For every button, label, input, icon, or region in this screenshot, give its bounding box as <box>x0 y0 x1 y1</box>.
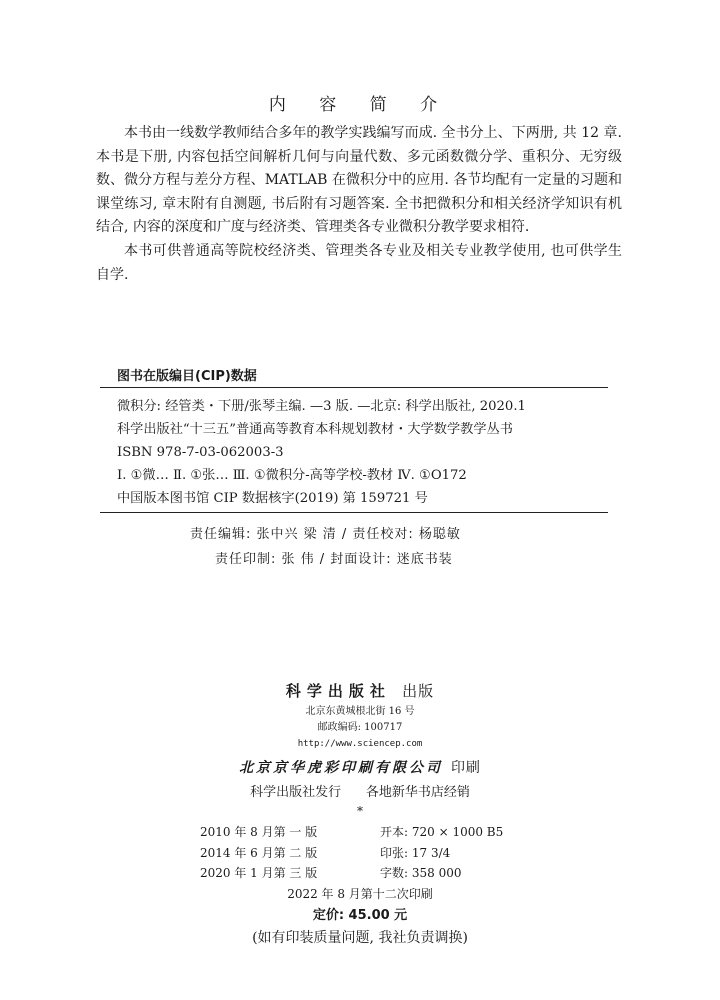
edition-row <box>200 822 520 843</box>
intro-paragraph-1: 本书由一线数学教师结合多年的教学实践编写而成. 全书分上、下两册, 共 12 章. 本书是下册, 内容包括空间解析几何与向量代数、多元函数微分学、重积分、无穷级数、微分方程与差分方程、MATLAB 在微积分中的应用. 各节均配有一定量的习题和课堂练习, 章末附有自测题, 书后附有习题答案. 全书把微积分和相关经济学知识有机结合, 内容的深度和广度与经济类、管理类各专业微积分教学要求相符. <box>96 125 622 236</box>
intro-paragraph-2: 本书可供普通高等院校经济类、管理类各专业及相关专业教学使用, 也可供学生自学. <box>96 242 622 283</box>
cip-line-3: ISBN 978-7-03-062003-3 <box>117 445 284 460</box>
price: 定价: 45.00 元 <box>312 907 408 923</box>
edition-spec: 印张: 17 3/4 <box>380 845 451 860</box>
publisher-address: 北京东黄城根北街 16 号 <box>305 706 415 717</box>
edition-date: 2020 年 1 月第 三 版 <box>200 866 318 880</box>
publisher-name: 科学出版社 <box>285 682 391 700</box>
cip-line-4: Ⅰ. ①微… Ⅱ. ①张… Ⅲ. ①微积分-高等学校-教材 Ⅳ. ①O172 <box>117 468 467 483</box>
edition-table <box>200 822 520 884</box>
printer-suffix: 印刷 <box>450 760 481 776</box>
edition-date: 2014 年 6 月第 二 版 <box>200 845 318 860</box>
printer-name: 北京京华虎彩印刷有限公司 <box>239 760 444 776</box>
credits <box>0 522 720 572</box>
publisher-url: http://www.sciencep.com <box>297 739 423 749</box>
edition-spec: 开本: 720 × 1000 B5 <box>380 825 504 839</box>
printer-line <box>0 754 720 782</box>
publisher-postcode: 邮政编码: 100717 <box>317 722 403 733</box>
reprint-line: 2022 年 8 月第十二次印刷 <box>287 886 433 901</box>
credits-line-2: 责任印制: 张 伟 / 封面设计: 迷底书装 <box>215 552 453 567</box>
cip-data <box>117 395 526 510</box>
edition-spec: 字数: 358 000 <box>380 866 462 880</box>
intro-title: 内 容 简 介 <box>268 95 452 115</box>
cip-title: 图书在版编目(CIP)数据 <box>117 369 257 384</box>
cip-line-1: 微积分: 经管类・下册/张琴主编. —3 版. —北京: 科学出版社, 2020.1 <box>117 399 526 414</box>
edition-row <box>200 863 520 884</box>
intro-body <box>96 122 622 287</box>
publication-info <box>0 678 720 949</box>
publisher-line <box>0 678 720 704</box>
credits-line-1: 责任编辑: 张中兴 梁 清 / 责任校对: 杨聪敏 <box>190 527 461 542</box>
cip-bottom-rule <box>100 512 608 513</box>
cip-line-2: 科学出版社“十三五”普通高等教育本科规划教材・大学数学教学丛书 <box>117 422 513 437</box>
publisher-suffix: 出版 <box>402 682 435 700</box>
cip-top-rule <box>100 387 608 388</box>
separator-star: * <box>357 804 363 818</box>
edition-row <box>200 843 520 864</box>
distribution-line: 科学出版社发行 各地新华书店经销 <box>250 785 470 800</box>
edition-date: 2010 年 8 月第 一 版 <box>200 825 318 839</box>
cip-line-5: 中国版本图书馆 CIP 数据核字(2019) 第 159721 号 <box>117 491 428 506</box>
quality-note: (如有印装质量问题, 我社负责调换) <box>252 929 468 946</box>
